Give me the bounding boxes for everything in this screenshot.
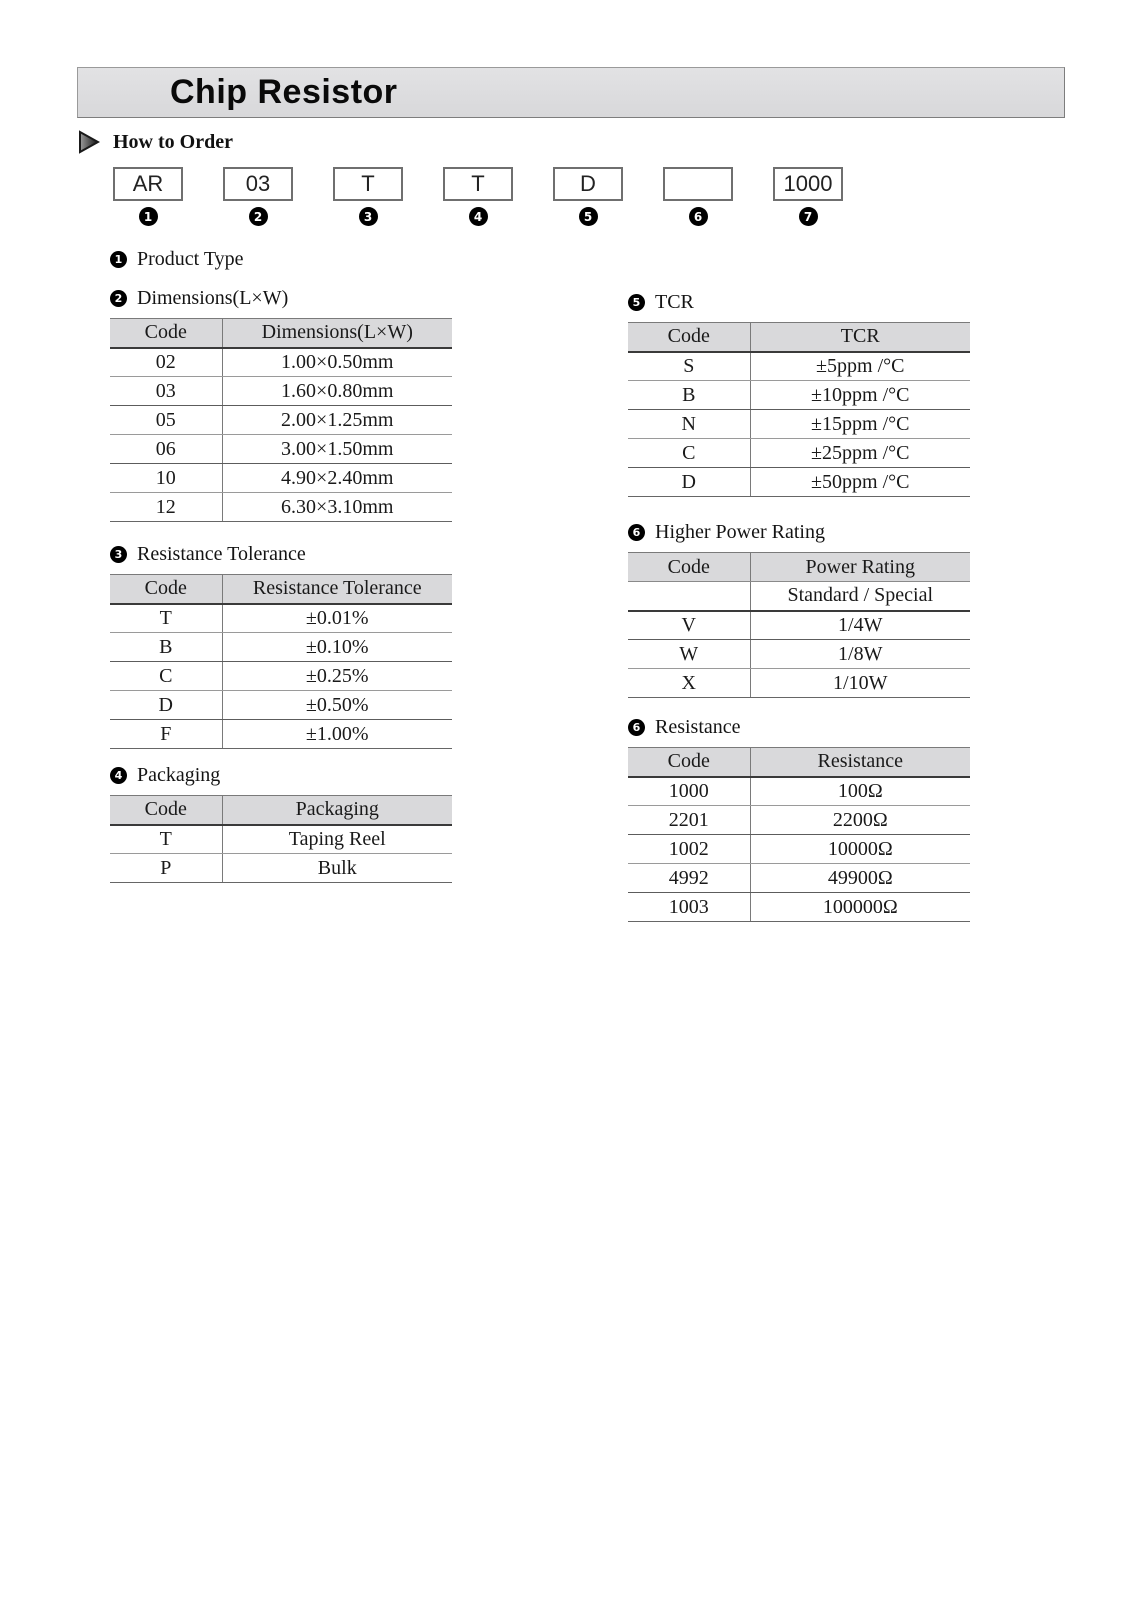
column-header: Code (110, 319, 222, 348)
table-cell: 4.90×2.40mm (222, 464, 452, 493)
table-cell: ±5ppm /°C (750, 352, 970, 381)
table-cell: 6.30×3.10mm (222, 493, 452, 522)
table-cell: 02 (110, 348, 222, 377)
order-code-unit (663, 167, 733, 226)
section-title: Product Type (137, 247, 244, 270)
table-row (628, 640, 970, 669)
order-number-badge-1: 1 (139, 207, 158, 226)
order-code-unit (333, 167, 403, 226)
table-row (110, 720, 452, 749)
order-code-value: T (471, 171, 485, 196)
table-cell: ±50ppm /°C (750, 468, 970, 497)
table-cell: 1000 (628, 777, 750, 806)
table-row (110, 435, 452, 464)
table-cell: 49900Ω (750, 864, 970, 893)
table-cell: B (628, 381, 750, 410)
table-cell: ±15ppm /°C (750, 410, 970, 439)
order-number-badge-3: 3 (359, 207, 378, 226)
left-column (110, 248, 452, 883)
table-row (628, 468, 970, 497)
table-cell: 100Ω (750, 777, 970, 806)
section-number-badge: 4 (110, 767, 127, 784)
section-title: Higher Power Rating (655, 520, 825, 543)
triangle-arrow-icon (78, 130, 100, 154)
table-cell: ±0.01% (222, 604, 452, 633)
table-cell: ±25ppm /°C (750, 439, 970, 468)
order-code-unit (773, 167, 843, 226)
order-code-box-4 (443, 167, 513, 201)
table-row (628, 352, 970, 381)
section-title: TCR (655, 290, 694, 313)
table-row (110, 825, 452, 854)
resistance-table (628, 747, 970, 922)
column-header: Code (110, 575, 222, 604)
table-cell: 05 (110, 406, 222, 435)
section-number-badge: 5 (628, 294, 645, 311)
table-row (110, 854, 452, 883)
table-cell: ±10ppm /°C (750, 381, 970, 410)
page-title: Chip Resistor (170, 73, 398, 111)
table-cell: 1/4W (750, 611, 970, 640)
how-to-order-heading (78, 130, 233, 154)
tcr-table (628, 322, 970, 497)
table-cell: 10000Ω (750, 835, 970, 864)
table-cell: 1/10W (750, 669, 970, 698)
table-cell: 1.00×0.50mm (222, 348, 452, 377)
order-code-value: 1000 (783, 171, 833, 196)
order-code-unit (113, 167, 183, 226)
table-cell: 1002 (628, 835, 750, 864)
section-title: Resistance (655, 715, 741, 738)
column-header: Code (628, 553, 750, 582)
order-number-badge-2: 2 (249, 207, 268, 226)
section-heading-resistance (628, 716, 970, 738)
table-cell: 1.60×0.80mm (222, 377, 452, 406)
table-cell: 4992 (628, 864, 750, 893)
table-row (628, 777, 970, 806)
table-cell: V (628, 611, 750, 640)
order-number-badge-7: 7 (799, 207, 818, 226)
table-row (110, 348, 452, 377)
table-row (628, 864, 970, 893)
section-number-badge: 6 (628, 524, 645, 541)
section-heading-tcr (628, 291, 970, 313)
how-to-order-label: How to Order (113, 130, 233, 153)
column-header: Code (110, 796, 222, 825)
table-cell: D (628, 468, 750, 497)
section-heading-product-type (110, 248, 452, 270)
title-bar (77, 67, 1065, 118)
order-code-unit (223, 167, 293, 226)
table-row (110, 604, 452, 633)
section-number-badge: 1 (110, 251, 127, 268)
order-code-box-3 (333, 167, 403, 201)
table-cell: 3.00×1.50mm (222, 435, 452, 464)
table-header-row (628, 748, 970, 777)
table-cell: ±0.50% (222, 691, 452, 720)
dimensions-table (110, 318, 452, 522)
table-cell: T (110, 604, 222, 633)
order-code-box-1 (113, 167, 183, 201)
column-header: Resistance Tolerance (222, 575, 452, 604)
table-cell: Bulk (222, 854, 452, 883)
table-header-row (110, 575, 452, 604)
table-cell: X (628, 669, 750, 698)
section-title: Packaging (137, 763, 221, 786)
table-cell (628, 582, 750, 611)
table-row (628, 582, 970, 611)
column-header: TCR (750, 323, 970, 352)
table-cell: S (628, 352, 750, 381)
order-code-box-2 (223, 167, 293, 201)
order-code-unit (553, 167, 623, 226)
table-cell: Standard / Special (750, 582, 970, 611)
section-heading-higher-power-rating (628, 521, 970, 543)
section-heading-resistance-tolerance (110, 543, 452, 565)
table-cell: W (628, 640, 750, 669)
table-row (628, 439, 970, 468)
table-cell: ±0.25% (222, 662, 452, 691)
table-row (110, 464, 452, 493)
order-code-value: AR (132, 171, 164, 196)
table-row (628, 381, 970, 410)
order-code-box-7 (773, 167, 843, 201)
table-cell: 06 (110, 435, 222, 464)
column-header: Code (628, 323, 750, 352)
table-row (628, 893, 970, 922)
order-number-badge-6: 6 (689, 207, 708, 226)
packaging-table (110, 795, 452, 883)
resistance-tolerance-table (110, 574, 452, 749)
table-cell: D (110, 691, 222, 720)
section-number-badge: 6 (628, 719, 645, 736)
order-code-box-6 (663, 167, 733, 201)
section-heading-dimensions (110, 287, 452, 309)
table-row (110, 377, 452, 406)
column-header: Dimensions(L×W) (222, 319, 452, 348)
table-row (110, 662, 452, 691)
table-row (110, 493, 452, 522)
table-header-row (110, 796, 452, 825)
table-cell: ±1.00% (222, 720, 452, 749)
order-code-value: D (580, 171, 596, 196)
table-cell: B (110, 633, 222, 662)
table-row (110, 633, 452, 662)
table-row (628, 410, 970, 439)
table-cell: 10 (110, 464, 222, 493)
section-heading-packaging (110, 764, 452, 786)
order-number-badge-4: 4 (469, 207, 488, 226)
table-header-row (628, 553, 970, 582)
table-row (628, 611, 970, 640)
right-column (628, 291, 970, 922)
table-cell: 2201 (628, 806, 750, 835)
table-cell: 1/8W (750, 640, 970, 669)
order-number-badge-5: 5 (579, 207, 598, 226)
section-number-badge: 3 (110, 546, 127, 563)
order-code-unit (443, 167, 513, 226)
table-row (110, 691, 452, 720)
order-code-row (113, 167, 843, 226)
table-cell: N (628, 410, 750, 439)
table-cell: C (628, 439, 750, 468)
order-code-value: 03 (245, 171, 271, 196)
table-row (628, 669, 970, 698)
table-cell: 100000Ω (750, 893, 970, 922)
table-header-row (110, 319, 452, 348)
table-cell: C (110, 662, 222, 691)
table-cell: Taping Reel (222, 825, 452, 854)
table-cell: 1003 (628, 893, 750, 922)
table-header-row (628, 323, 970, 352)
table-cell: 12 (110, 493, 222, 522)
column-header: Code (628, 748, 750, 777)
order-code-box-5 (553, 167, 623, 201)
table-cell: 2200Ω (750, 806, 970, 835)
table-row (628, 806, 970, 835)
order-code-value: T (361, 171, 375, 196)
table-cell: P (110, 854, 222, 883)
higher-power-rating-table (628, 552, 970, 698)
table-row (110, 406, 452, 435)
section-title: Dimensions(L×W) (137, 286, 289, 309)
table-row (628, 835, 970, 864)
table-cell: 2.00×1.25mm (222, 406, 452, 435)
column-header: Packaging (222, 796, 452, 825)
section-number-badge: 2 (110, 290, 127, 307)
column-header: Resistance (750, 748, 970, 777)
table-cell: 03 (110, 377, 222, 406)
table-cell: F (110, 720, 222, 749)
table-cell: T (110, 825, 222, 854)
table-cell: ±0.10% (222, 633, 452, 662)
section-title: Resistance Tolerance (137, 542, 306, 565)
column-header: Power Rating (750, 553, 970, 582)
